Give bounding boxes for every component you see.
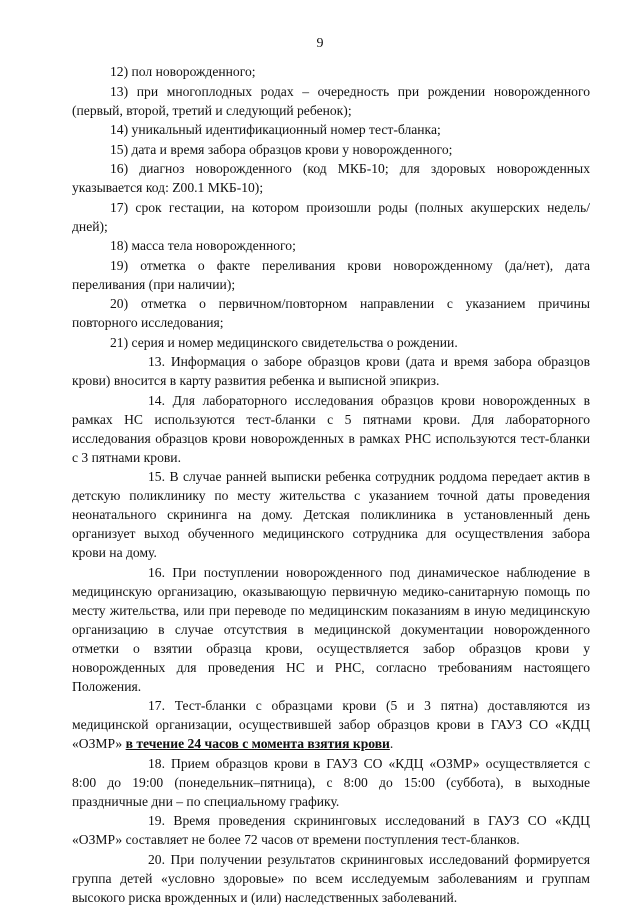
paragraph-text: Для лабораторного исследования образцов крови новорожденных в рамках НС используются тест-бланки с 5 пятнами крови. Для лабораторного исследования образцов крови новорожденных в рамках РНС используются тест-бланки с 3 пятнами крови. — [72, 392, 590, 465]
paragraph-number: 19. — [148, 813, 165, 828]
list-item — [72, 236, 590, 255]
paragraph-text: Прием образцов крови в ГАУЗ СО «КДЦ «ОЗМР» осуществляется с 8:00 до 19:00 (понедельник–пятница), с 8:00 до 15:00 (суббота), в выходные праздничные дни – по специальному графику. — [72, 755, 590, 809]
paragraph-number: 18. — [148, 755, 165, 771]
list-item — [72, 294, 590, 332]
paragraph-text: 16) диагноз новорожденного (код МКБ-10; для здоровых новорожденных указывается код: Z00.1 МКБ-10); — [72, 161, 590, 195]
numbered-paragraph — [72, 391, 590, 467]
numbered-paragraph — [72, 696, 590, 753]
paragraph-text: 15) дата и время забора образцов крови у новорожденного; — [110, 141, 453, 157]
numbered-paragraph — [72, 563, 590, 696]
paragraph-text: 17) срок гестации, на котором произошли роды (полных акушерских недель/дней); — [72, 199, 590, 234]
paragraph-text: 12) пол новорожденного; — [110, 64, 256, 79]
numbered-paragraph — [72, 352, 590, 390]
paragraph-number: 13. — [148, 354, 165, 369]
list-item — [72, 82, 590, 120]
paragraph-text: 21) серия и номер медицинского свидетельства о рождении. — [110, 334, 458, 350]
list-item — [72, 120, 590, 139]
paragraph-number: 16. — [148, 564, 165, 580]
paragraph-number: 14. — [148, 392, 165, 408]
paragraph-text: 18) масса тела новорожденного; — [110, 238, 296, 253]
list-item — [72, 62, 590, 81]
page-number: 9 — [316, 36, 324, 51]
list-item — [72, 198, 590, 236]
list-item — [72, 140, 590, 159]
paragraph-text: 19) отметка о факте переливания крови новорожденному (да/нет), дата переливания (при наличии); — [72, 257, 590, 292]
list-item — [72, 256, 590, 294]
list-item — [72, 333, 590, 352]
emphasized-deadline: в течение 24 часов с момента взятия крови — [125, 736, 390, 751]
paragraph-text: В случае ранней выписки ребенка сотрудник роддома передает актив в детскую поликлинику по месту жительства с указанием точной даты проведения неонатального скрининга на дому. Детская поликлиника в установленный день организует выход обученного медицинского сотрудника для осуществления забора крови на дому. — [72, 469, 590, 560]
paragraph-text: 20) отметка о первичном/повторном направлении с указанием причины повторного исследования; — [72, 296, 590, 330]
paragraph-number: 17. — [148, 698, 165, 713]
paragraph-text: Тест-бланки с образцами крови (5 и 3 пятна) доставляются из медицинской организации, осуществившей забор образцов крови в ГАУЗ СО «КДЦ «ОЗМР» — [72, 698, 591, 751]
numbered-paragraph — [72, 754, 590, 811]
numbered-paragraph — [72, 850, 590, 907]
paragraph-number: 15. — [148, 469, 165, 484]
paragraph-text: Время проведения скрининговых исследований в ГАУЗ СО «КДЦ «ОЗМР» составляет не более 72 часов от времени поступления тест-бланков. — [72, 813, 590, 847]
document-body — [72, 62, 590, 907]
paragraph-tail: . — [389, 736, 394, 751]
numbered-paragraph — [72, 467, 590, 562]
paragraph-text: Информация о заборе образцов крови (дата и время забора образцов крови) вносится в карту развития ребенка и выписной эпикриз. — [72, 354, 590, 388]
paragraph-number: 20. — [148, 851, 165, 867]
numbered-paragraph — [72, 811, 590, 849]
paragraph-text: 13) при многоплодных родах – очередность при рождении новорожденного (первый, второй, третий и следующий ребенок); — [72, 83, 590, 118]
paragraph-text: При получении результатов скрининговых исследований формируется группа детей «условно здоровые» по всем исследуемым заболеваниям и группам высокого риска врожденных и (или) наследственных заболеваний. — [72, 851, 590, 905]
list-item — [72, 159, 590, 197]
paragraph-text: 14) уникальный идентификационный номер тест-бланка; — [110, 122, 441, 137]
paragraph-text: При поступлении новорожденного под динамическое наблюдение в медицинскую организацию, оказывающую первичную медико-санитарную помощь по месту жительства, или при переводе по медицинским показаниям в иную медицинскую организацию в случае отсутствия в медицинской документации новорожденного отметки о взятии образца крови, осуществляется забор образцов крови у новорожденных для проведения НС и РНС, согласно требованиям настоящего Положения. — [72, 564, 590, 694]
